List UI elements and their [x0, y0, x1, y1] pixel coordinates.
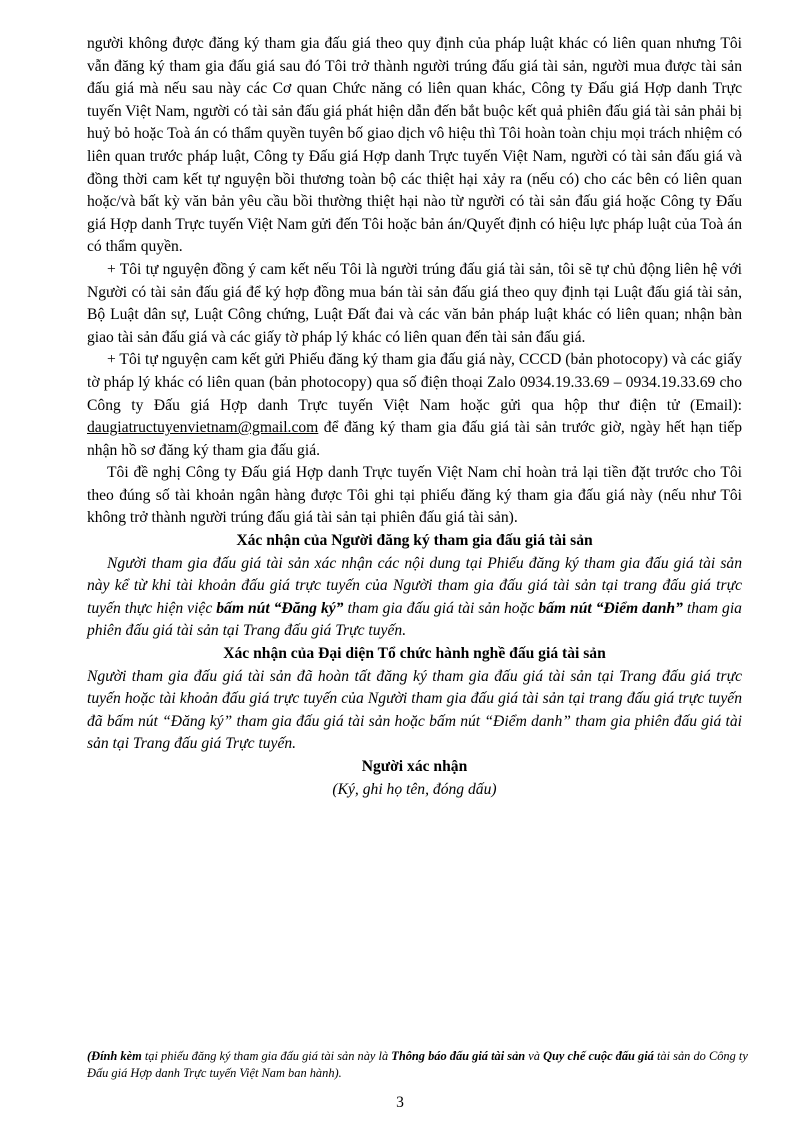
- footnote-bold-3: Quy chế cuộc đấu giá: [543, 1049, 654, 1063]
- register-button-mention: bấm nút “Đăng ký”: [216, 599, 344, 617]
- page-number: 3: [396, 1094, 404, 1111]
- registrant-confirmation-heading: Xác nhận của Người đăng ký tham gia đấu giá tài sản: [236, 532, 593, 550]
- paragraph-contract-commitment: + Tôi tự nguyện đồng ý cam kết nếu Tôi là người trúng đấu giá tài sản, tôi sẽ tự chủ động liên hệ với Người có tài sản đấu giá để ký hợp đồng mua bán tài sản đấu giá theo quy định tại Luật đấu giá tài sản, Bộ Luật dân sự, Luật Công chứng, Luật Đất đai và các văn bản pháp luật khác có liên quan; nhận bàn giao tài sản đấu giá và các giấy tờ pháp lý khác có liên quan đến tài sản đấu giá.: [87, 260, 742, 346]
- footnote-text-2: và: [525, 1049, 544, 1063]
- footnote-text-1: tại phiếu đăng ký tham gia đấu giá tài sản này là: [141, 1049, 392, 1063]
- paragraph-liability: người không được đăng ký tham gia đấu giá theo quy định của pháp luật khác có liên quan nhưng Tôi vẫn đăng ký tham gia đấu giá sau đó Tôi trở thành người trúng đấu giá tài sản, người mua được tài sản đấu giá mà nếu sau này các Cơ quan Chức năng có liên quan khác, Công ty Đấu giá Hợp danh Trực tuyến Việt Nam, người có tài sản đấu giá phát hiện dẫn đến bắt buộc kết quả phiên đấu giá tài sản phải bị huỷ bỏ hoặc Toà án có thẩm quyền tuyên bố giao dịch vô hiệu thì Tôi hoàn toàn chịu mọi trách nhiệm có liên quan trước pháp luật, Công ty Đấu giá Hợp danh Trực tuyến Việt Nam, người có tài sản đấu giá và đồng thời cam kết tự nguyện bồi thương toàn bộ các thiệt hại xảy ra (nếu có) cho các bên có liên quan hoặc/và bất kỳ văn bản yêu cầu bồi thường thiệt hại nào từ người có tài sản đấu giá hoặc Công ty Đấu giá Hợp danh Trực tuyến Việt Nam gửi đến Tôi hoặc bản án/Quyết định có hiệu lực pháp luật của Toà án có thẩm quyền.: [87, 35, 742, 256]
- footnote-bold-1: (Đính kèm: [87, 1049, 142, 1063]
- checkin-button-mention: bấm nút “Điểm danh”: [538, 599, 683, 617]
- submission-text-before-email: + Tôi tự nguyện cam kết gửi Phiếu đăng ký tham gia đấu giá này, CCCD (bản photocopy) và các giấy tờ pháp lý khác có liên quan (bản photocopy) qua số điện thoại Zalo 0934.19.33.69 – 0934.19.33.69 cho Công ty Đấu giá Hợp danh Trực tuyến Việt Nam hoặc gửi qua hộp thư điện tử (Email):: [87, 351, 742, 414]
- document-page: [87, 33, 742, 801]
- submission-text-after-email: để đăng ký tham gia đấu giá tài sản trước giờ, ngày hết hạn tiếp nhận hồ sơ đăng ký tham gia đấu giá.: [87, 419, 742, 459]
- signer-note: (Ký, ghi họ tên, đóng dấu): [332, 780, 497, 798]
- registrant-text-2: tham gia đấu giá tài sản hoặc: [343, 599, 539, 617]
- registrant-confirmation-text: [87, 553, 742, 643]
- registrant-text-3: tham gia phiên đấu giá tài sản tại Trang đấu giá Trực tuyến.: [87, 599, 742, 640]
- footnote-bold-2: Thông báo đấu giá tài sản: [391, 1049, 526, 1063]
- attachment-footnote: [87, 1048, 757, 1082]
- footnote-text-3: tài sản do Công ty Đấu giá Hợp danh Trực tuyến Việt Nam ban hành).: [87, 1049, 748, 1080]
- org-confirmation-heading: Xác nhận của Đại diện Tổ chức hành nghề đấu giá tài sản: [223, 645, 606, 663]
- paragraph-deposit-refund: Tôi đề nghị Công ty Đấu giá Hợp danh Trực tuyến Việt Nam chỉ hoàn trả lại tiền đặt trước cho Tôi theo đúng số tài khoản ngân hàng được Tôi ghi tại phiếu đăng ký tham gia đấu giá này (nếu như Tôi không trở thành người trúng đấu giá tài sản tại phiên đấu giá tài sản).: [87, 464, 742, 527]
- paragraph-submission-commitment: [87, 349, 742, 462]
- registrant-text-1: Người tham gia đấu giá tài sản xác nhận các nội dung tại Phiếu đăng ký tham gia đấu giá tài sản này kể từ khi tài khoản đấu giá trực tuyến của Người tham gia đấu giá tài sản tại trang đấu giá trực tuyến thực hiện việc: [87, 554, 742, 617]
- signer-title: Người xác nhận: [361, 758, 468, 775]
- email-link[interactable]: daugiatructuyenvietnam@gmail.com: [87, 419, 319, 437]
- org-confirmation-text: Người tham gia đấu giá tài sản đã hoàn tất đăng ký tham gia đấu giá tài sản tại Trang đấu giá trực tuyến hoặc tài khoản đấu giá trực tuyến của Người tham gia đấu giá tài sản tại trang đấu giá trực tuyến đã bấm nút “Đăng ký” tham gia đấu giá tài sản hoặc bấm nút “Điểm danh” tham gia phiên đấu giá tài sản tại Trang đấu giá Trực tuyến.: [87, 667, 742, 753]
